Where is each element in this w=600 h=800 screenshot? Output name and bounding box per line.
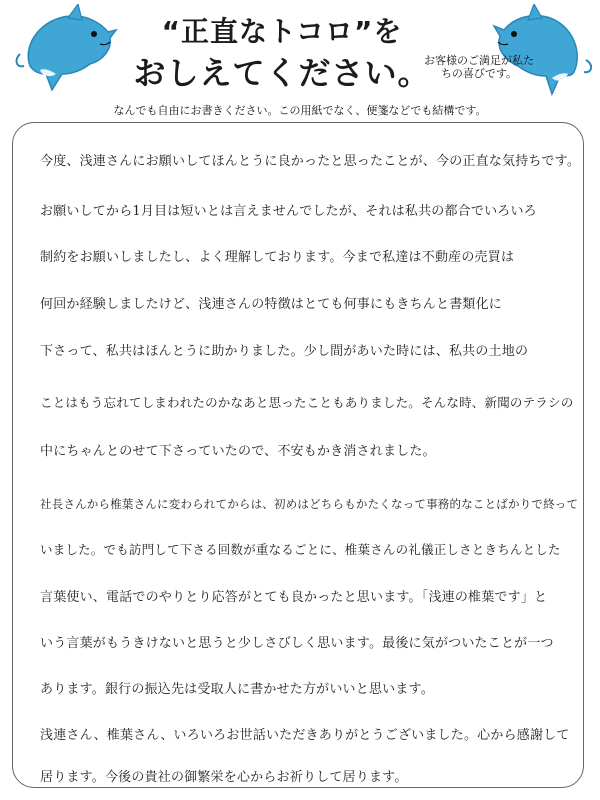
letter-line: 中にちゃんとのせて下さっていたので、不安もかき消されました。 <box>40 444 436 459</box>
dolphin-right-icon <box>478 4 596 102</box>
letter-line: 何回か経験しましたけど、浅連さんの特徴はとても何事にもきちんと書類化に <box>40 297 503 312</box>
letter-line: あります。銀行の振込先は受取人に書かせた方がいいと思います。 <box>40 682 434 697</box>
letter-line: 浅連さん、椎葉さん、いろいろお世話いただきありがとうございました。心から感謝して <box>40 728 570 743</box>
letter-line: 居ります。今後の貴社の御繁栄を心からお祈りして居ります。 <box>40 770 408 785</box>
letter-line: 今度、浅連さんにお願いしてほんとうに良かったと思ったことが、今の正直な気持ちです。 <box>40 154 581 169</box>
letter-line: いう言葉がもうきけないと思うと少しさびしく思います。最後に気がついたことが一つ <box>40 636 554 651</box>
letter-line: 言葉使い、電話でのやりとり応答がとても良かったと思います。「浅連の椎葉です」と <box>40 590 548 605</box>
letter-line: 社長さんから椎葉さんに変わられてからは、初めはどちらもかたくなって事務的なことばかりで終って <box>40 497 579 511</box>
letter-line: ことはもう忘れてしまわれたのかなあと思ったこともありました。そんな時、新聞のテラシの <box>40 395 574 410</box>
title-line-2: おしえてください。 <box>133 54 431 92</box>
speech-bubble-text: お客様のご満足が私たちの喜びです。 <box>424 54 534 80</box>
letter-line: お願いしてから1月目は短いとは言えませんでしたが、それは私共の都合でいろいろ <box>40 204 537 219</box>
instructions-text: なんでも自由にお書きください。この用紙でなく、便箋などでも結構です。 <box>113 104 487 117</box>
letter-line: いました。でも訪門して下さる回数が重なるごとに、椎葉さんの礼儀正しさときちんとした <box>40 542 561 557</box>
letter-line: 制約をお願いしましたし、よく理解しております。今まで私達は不動産の売買は <box>40 250 515 265</box>
dolphin-left-icon <box>12 4 122 102</box>
title-line-1: “正直なトコロ”を <box>161 15 403 48</box>
letter-line: 下さって、私共はほんとうに助かりました。少し間があいた時には、私共の土地の <box>40 344 529 359</box>
